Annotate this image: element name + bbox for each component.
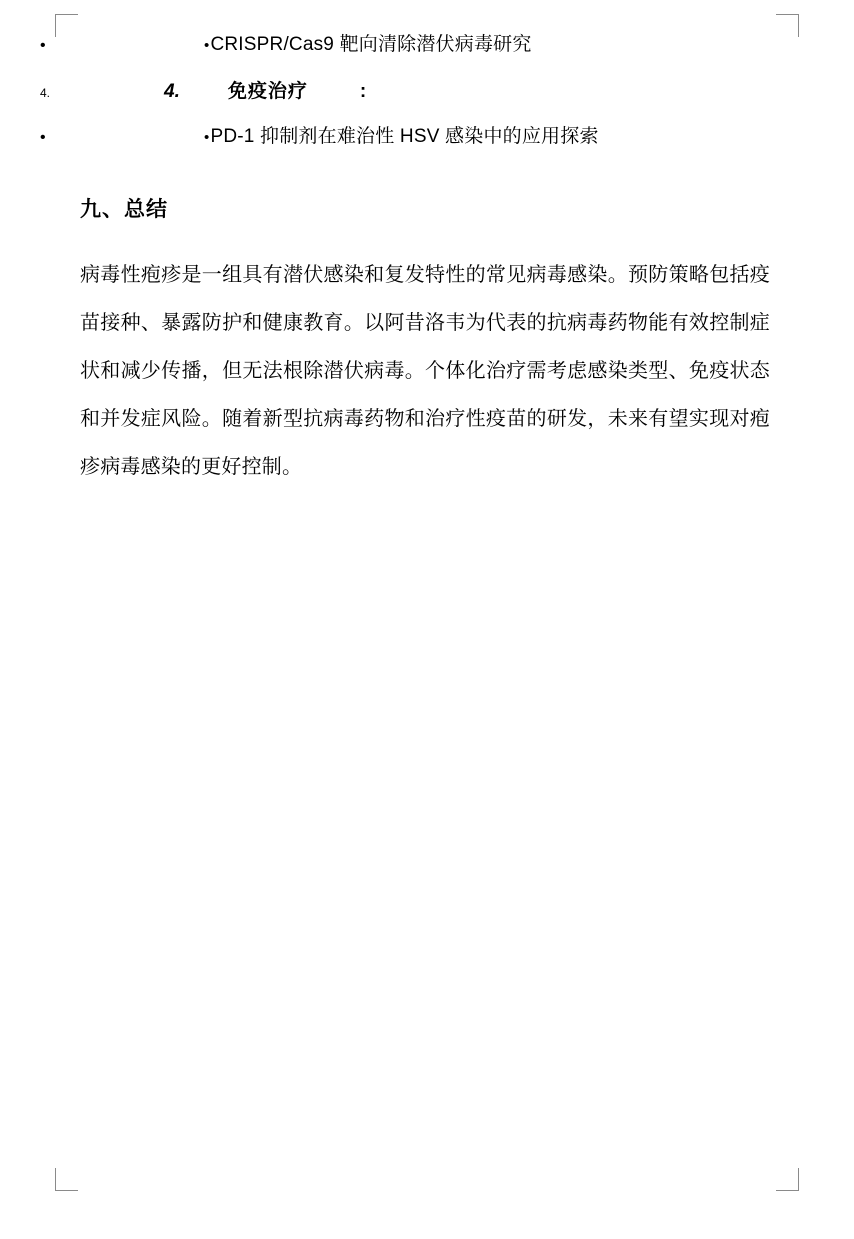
- list-item: [40, 120, 814, 155]
- crop-mark-bottom-left: [55, 1168, 78, 1191]
- section-paragraph: 病毒性疱疹是一组具有潜伏感染和复发特性的常见病毒感染。预防策略包括疫苗接种、暴露防护和健康教育。以阿昔洛韦为代表的抗病毒药物能有效控制症状和减少传播，但无法根除潜伏病毒。个体化治疗需考虑感染类型、免疫状态和并发症风险。随着新型抗病毒药物和治疗性疫苗的研发，未来有望实现对疱疹病毒感染的更好控制。: [80, 264, 770, 478]
- list-item-label: PD-1 抑制剂在难治性 HSV 感染中的应用探索: [210, 126, 599, 147]
- numbered-heading: [40, 75, 814, 110]
- list-item-text: [204, 120, 599, 155]
- bullet-icon: •: [40, 37, 46, 54]
- bullet-icon-inner: •: [204, 37, 210, 54]
- list-item: [40, 28, 814, 63]
- list-item-text: [204, 28, 532, 63]
- numbered-outer-marker: 4.: [40, 86, 51, 100]
- bullet-icon: •: [40, 129, 46, 146]
- numbered-marker: 4.: [164, 81, 180, 102]
- section-heading: 九、总结: [80, 198, 168, 221]
- document-content: [40, 28, 814, 491]
- list-item-label: CRISPR/Cas9 靶向清除潜伏病毒研究: [210, 34, 532, 55]
- numbered-colon: :: [359, 81, 367, 102]
- bullet-icon-inner: •: [204, 129, 210, 146]
- crop-mark-bottom-right: [776, 1168, 799, 1191]
- numbered-label: 免疫治疗: [227, 81, 308, 102]
